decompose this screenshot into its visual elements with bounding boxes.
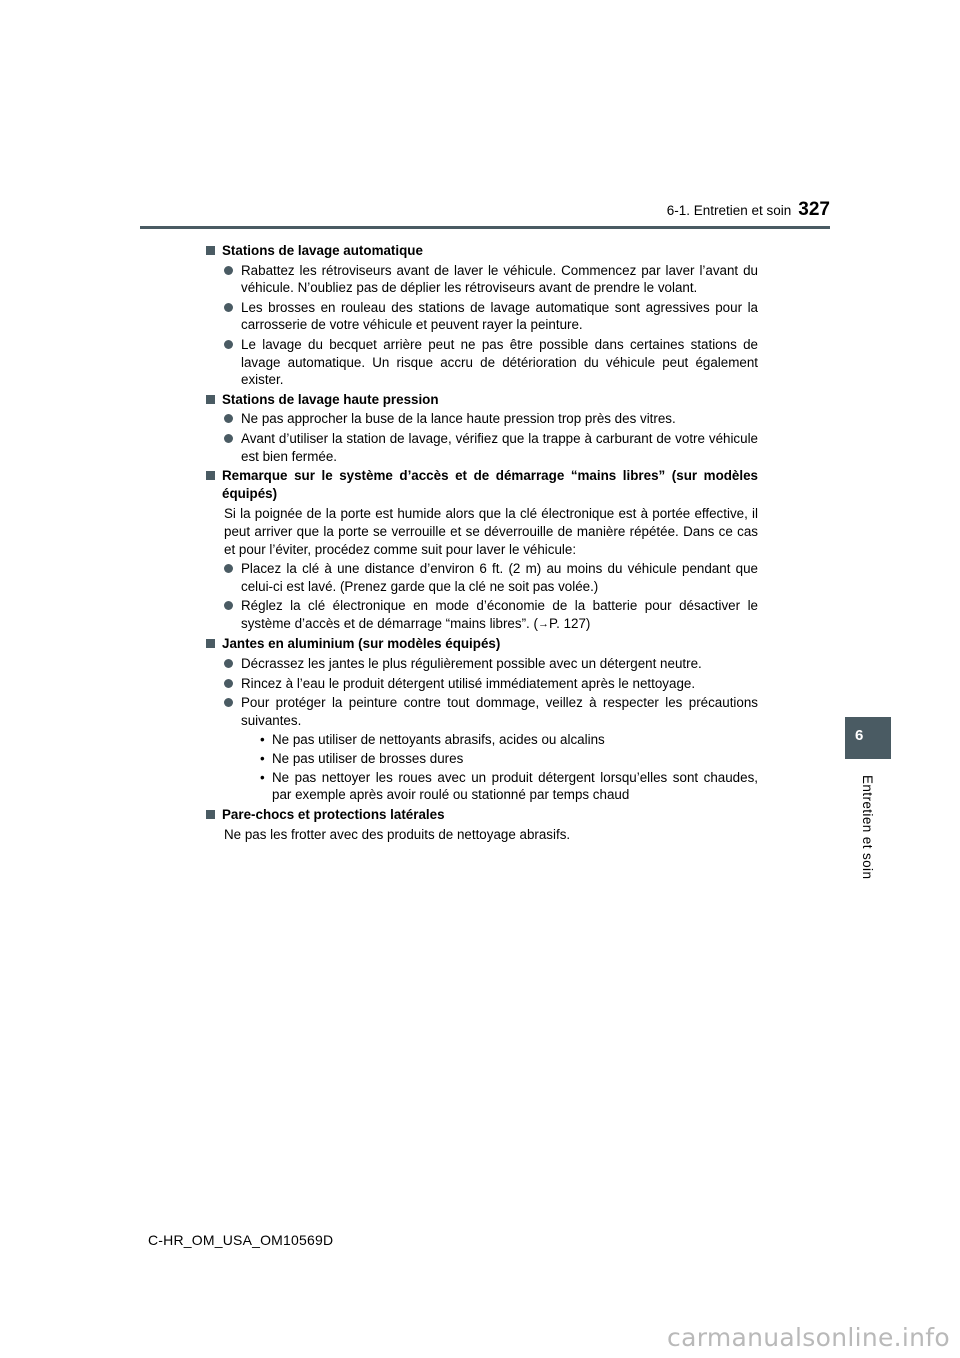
list-item [224,597,758,633]
header-section-title: 6-1. Entretien et soin [666,203,792,218]
heading-pare-chocs [206,806,758,824]
list-item-text: Réglez la clé électronique en mode d’économie de la batterie pour désactiver le système d’accès et de démarrage “mains libres”. ( [241,598,758,631]
list-item [224,675,758,693]
round-bullet-icon [224,266,233,275]
list-item-text: Décrassez les jantes le plus régulièrement possible avec un détergent neutre. [241,656,702,672]
round-bullet-icon [224,434,233,443]
heading-text: Pare-chocs et protections latérales [222,806,445,822]
list-item-text: Les brosses en rouleau des stations de lavage automatique sont agressives pour la carrosserie de votre véhicule et peuvent rayer la peinture. [241,299,758,333]
square-bullet-icon [206,810,215,819]
round-bullet-icon [224,303,233,312]
square-bullet-icon [206,639,215,648]
list-item [224,299,758,334]
square-bullet-icon [206,471,215,480]
list-item [224,410,758,428]
list-item-text: Rabattez les rétroviseurs avant de laver le véhicule. Commencez par laver l’avant du véhicule. N’oubliez pas de déplier les rétroviseurs avant de prendre le volant. [241,262,758,296]
header-divider [140,226,830,229]
sub-list-item [260,750,758,768]
page-header [140,195,830,229]
square-bullet-icon [206,246,215,255]
watermark: carmanualsonline.info [667,1323,950,1352]
page-content [206,240,758,846]
page-reference-arrow-icon: → [537,617,549,630]
header-title-group [667,199,830,221]
page-number: 327 [798,199,830,220]
list-item [224,336,758,389]
list-item-text: Ne pas approcher la buse de la lance haute pression trop près des vitres. [241,411,676,427]
heading-text: Jantes en aluminium (sur modèles équipés) [222,636,501,652]
heading-text: Stations de lavage haute pression [222,391,439,407]
list-item [224,262,758,297]
sub-list-item-text: Ne pas utiliser de nettoyants abrasifs, acides ou alcalins [272,732,605,748]
heading-text: Stations de lavage automatique [222,243,423,258]
list-item-text: Le lavage du becquet arrière peut ne pas être possible dans certaines stations de lavage automatique. Un risque accru de détérioration du véhicule peut également exister. [241,336,758,388]
chapter-tab [845,717,891,759]
round-bullet-icon [224,679,233,688]
list-item-text: Placez la clé à une distance d’environ 6 ft. (2 m) au moins du véhicule pendant que celui-ci est lavé. (Prenez garde que la clé ne soit pas volée.) [241,561,758,594]
chapter-number: 6 [855,727,864,744]
sub-list-item-text: Ne pas utiliser de brosses dures [272,751,464,767]
heading-text: Remarque sur le système d’accès et de démarrage “mains libres” (sur modèles équipés) [222,468,758,501]
heading-stations-lavage-haute-pression [206,391,758,409]
small-bullet-icon: • [260,751,265,767]
round-bullet-icon [224,414,233,423]
heading-jantes-aluminium [206,635,758,653]
list-item-text: Pour protéger la peinture contre tout dommage, veillez à respecter les précautions suivantes. [241,695,758,728]
list-item-text: Rincez à l’eau le produit détergent utilisé immédiatement après le nettoyage. [241,675,696,691]
square-bullet-icon [206,395,215,404]
paragraph-pare-chocs: Ne pas les frotter avec des produits de nettoyage abrasifs. [224,827,571,843]
sub-list-item-text: Ne pas nettoyer les roues avec un produit détergent lorsqu’elles sont chaudes, par exemple après avoir roulé ou stationné par temps chaud [272,769,758,803]
round-bullet-icon [224,564,233,573]
page-reference: P. 127) [548,615,591,631]
list-item [224,694,758,729]
heading-remarque-systeme-acces [206,467,758,502]
list-item-text: Avant d’utiliser la station de lavage, vérifiez que la trappe à carburant de votre véhicule est bien fermée. [241,430,758,464]
round-bullet-icon [224,659,233,668]
round-bullet-icon [224,698,233,707]
list-item [224,560,758,595]
small-bullet-icon: • [260,732,265,748]
small-bullet-icon: • [260,769,265,785]
sub-list-item [260,731,758,749]
round-bullet-icon [224,340,233,349]
chapter-label: Entretien et soin [860,775,875,880]
list-item [224,655,758,673]
document-code: C-HR_OM_USA_OM10569D [148,1232,334,1248]
round-bullet-icon [224,601,233,610]
heading-stations-lavage-automatique [206,242,758,260]
sub-list-item [260,769,758,804]
list-item [224,430,758,465]
paragraph-systeme-acces: Si la poignée de la porte est humide alors que la clé électronique est à portée effective, il peut arriver que la porte se verrouille et se déverrouille de manière répétée. Dans ce cas et pour l’éviter, procédez comme suit pour laver le véhicule: [224,506,758,557]
